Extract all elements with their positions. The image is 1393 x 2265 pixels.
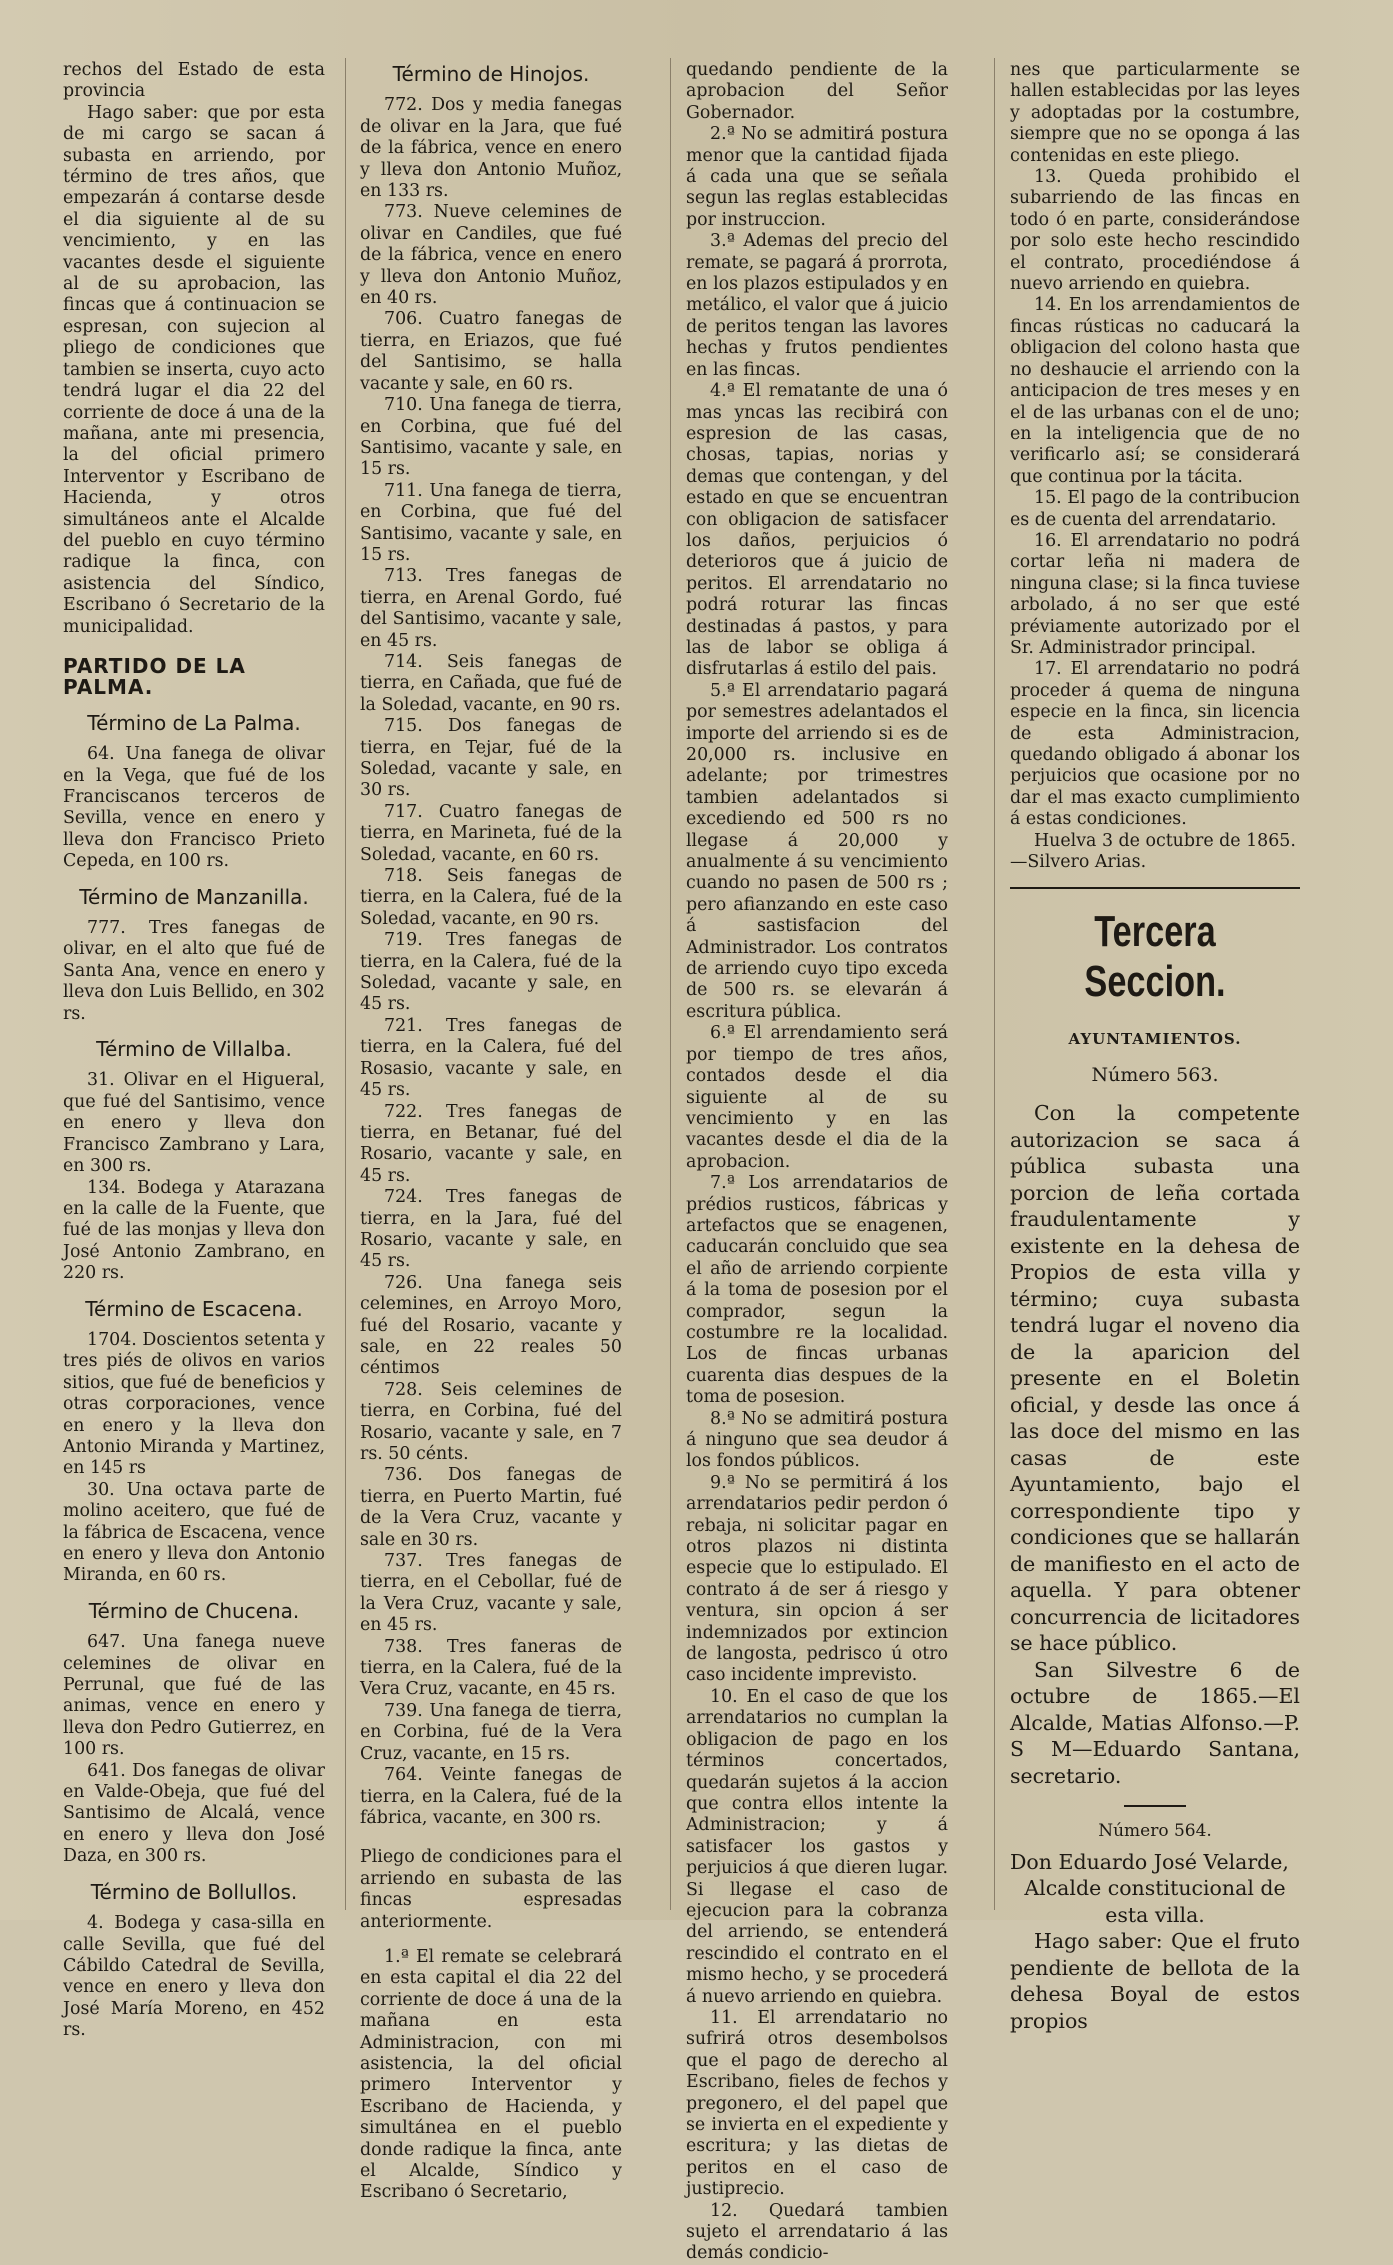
place-date: Huelva 3 de octubre de 1865. [1034,830,1296,851]
condition-paragraph: 10. En el caso de que los arrendatarios no cumplan la obligacion de pago en los términos concertados, quedarán sujetos á la accion que contra ellos intente la Administracion; y á satisfacer los gastos y perjuicios á que dieren lugar. Si llegase el caso de ejecucion para la cobranza del arriendo, se entenderá rescindido el contrato en el mismo hecho, y se procederá á nuevo arriendo en quiebra. [686,1686,948,2007]
condition-paragraph: 14. En los arrendamientos de fincas rústicas no caducará la obligacion del colono hasta que no deshaucie el arriendo con la anticipacion de tres meses y en el de las urbanas con el de uno; en la inteligencia que de no verificarlo así; se considerará que continua por la tácita. [1010,295,1300,487]
list-item: 4. Bodega y casa-silla en calle Sevilla, que fué del Cábildo Catedral de Sevilla, vence en enero y lleva don José María Moreno, en 452 rs. [63,1913,325,2041]
signature: —Silvero Arias. [1010,852,1147,873]
notice-number: Número 563. [1091,1063,1219,1086]
hago-saber-paragraph: Hago saber: que por esta de mi cargo se sacan á subasta en arriendo, por término de tres años, que empezarán á contarse desde el dia siguiente al de su vencimiento, y en las vacantes desde el siguiente al de su aprobacion, las fincas que á continuacion se espresan, con sujecion al pliego de condiciones que tambien se inserta, cuyo acto tendrá lugar el dia 22 del corriente de doce á una de la mañana, ante mi presencia, la del oficial primero Interventor y Escribano de Hacienda, y otros simultáneos ante el Alcalde del pueblo en cuyo término radique la finca, con asistencia del Síndico, Escribano ó Secretario de la municipalidad. [63,102,325,637]
divider [1124,1805,1186,1807]
list-item: 715. Dos fanegas de tierra, en Tejar, fué de la Soledad, vacante y sale, en 30 rs. [360,716,622,801]
condition-paragraph: 12. Quedará tambien sujeto el arrendatario á las demás condicio- [686,2200,948,2264]
condition-paragraph: 13. Queda prohibido el subarriendo de las fincas en todo ó en parte, considerándose por solo este hecho rescindido el contrato, procediéndose á nuevo arriendo en quiebra. [1010,167,1300,295]
list-item: 647. Una fanega nueve celemines de olivar en Perrunal, que fué de las animas, vence en enero y lleva don Pedro Gutierrez, en 100 rs. [63,1632,325,1760]
column-4 [1010,60,1300,2034]
notice-text: Hago saber: Que el fruto pendiente de bellota de la dehesa Boyal de estos propios [1010,1929,1300,2033]
section-heading: Término de La Palma. [87,710,301,735]
section-title: Tercera Seccion. [1084,907,1226,1007]
list-item: 736. Dos fanegas de tierra, en Puerto Martin, fué de la Vera Cruz, vacante y sale en 30 rs. [360,1465,622,1550]
list-item: 726. Una fanega seis celemines, en Arroyo Moro, fué del Rosario, vacante y sale, en 22 reales 50 céntimos [360,1272,622,1379]
list-item: 64. Una fanega de olivar en la Vega, que fué de los Franciscanos terceros de Sevilla, vence en enero y lleva don Francisco Prieto Cepeda, en 100 rs. [63,744,325,872]
notice-signature: San Silvestre 6 de octubre de 1865.—El Alcalde, Matias Alfonso.—P. S M—Eduardo Santana, secretario. [1010,1657,1300,1788]
condition-paragraph: 2.ª No se admitirá postura menor que la cantidad fijada á cada una que se señala segun las reglas establecidas por instruccion. [686,124,948,230]
condition-paragraph: 7.ª Los arrendatarios de prédios rusticos, fábricas y artefactos que se enagenen, caducarán concluido que sea el año de arriendo corpiente á la toma de posesion por el comprador, segun la costumbre re la localidad. Los de fincas urbanas cuarenta dias despues de la toma de posesion. [686,1173,948,1408]
list-item: 714. Seis fanegas de tierra, en Cañada, que fué de la Soledad, vacante, en 90 rs. [360,651,622,715]
list-item: 31. Olivar en el Higueral, que fué del Santisimo, vence en enero y lleva don Francisco Zambrano y Lara, en 300 rs. [63,1070,325,1177]
list-item: 772. Dos y media fanegas de olivar en la Jara, que fué de la fábrica, vence en enero y lleva don Antonio Muñoz, en 133 rs. [360,95,622,202]
list-item: 773. Nueve celemines de olivar en Candiles, que fué de la fábrica, vence en enero y lleva don Antonio Muñoz, en 40 rs. [360,202,622,309]
condition-paragraph: quedando pendiente de la aprobacion del Señor Gobernador. [686,60,948,123]
condition-paragraph: 15. El pago de la contribucion es de cuenta del arrendatario. [1010,488,1300,530]
list-item: 737. Tres fanegas de tierra, en el Cebollar, fué de la Vera Cruz, vacante y sale, en 45 rs. [360,1551,622,1636]
section-heading: Término de Escacena. [85,1296,303,1321]
notice-number: Número 564. [1098,1821,1212,1842]
list-item: 719. Tres fanegas de tierra, en la Calera, fué de la Soledad, vacante y sale, en 45 rs. [360,930,622,1015]
section-heading: Término de Manzanilla. [79,884,309,909]
list-item: 728. Seis celemines de tierra, en Corbina, fué del Rosario, vacante y sale, en 7 rs. 50 cénts. [360,1379,622,1464]
section-heading: Término de Villalba. [96,1037,292,1062]
column-3 [686,60,948,2265]
condition-paragraph: 11. El arrendatario no sufrirá otros desembolsos que el pago de derecho al Escribano, fieles de fechos y pregonero, el del papel que se invierta en el expediente y escritura; y las dietas de peritos en el caso de justiprecio. [686,2007,948,2200]
list-item: 30. Una octava parte de molino aceitero, que fué de la fábrica de Escacena, vence en enero y lleva don Antonio Miranda, en 60 rs. [63,1479,325,1586]
list-item: 713. Tres fanegas de tierra, en Arenal Gordo, fué del Santisimo, vacante y sale, en 45 rs. [360,566,622,651]
list-item: 721. Tres fanegas de tierra, en la Calera, fué del Rosasio, vacante y sale, en 45 rs. [360,1015,622,1101]
condition-paragraph: 5.ª El arrendatario pagará por semestres adelantados el importe del arriendo si es de 20,000 rs. inclusive en adelante; por trimestres tambien adelantados si excediendo ed 500 rs no llegase á 20,000 y anualmente á su vencimiento cuando no pasen de 500 rs ; pero afianzando en este caso á sastisfacion del Administrador. Los contratos de arriendo cuyo tipo exceda de 500 rs. se elevarán á escritura pública. [686,680,948,1022]
list-item: 764. Veinte fanegas de tierra, en la Calera, fué de la fábrica, vacante, en 300 rs. [360,1765,622,1828]
condition-paragraph: 6.ª El arrendamiento será por tiempo de tres años, contados desde el dia siguiente al de su vencimiento y en las vacantes desde el dia de la aprobacion. [686,1023,948,1172]
list-item: 710. Una fanega de tierra, en Corbina, que fué del Santisimo, vacante y sale, en 15 rs. [360,395,622,480]
list-item: 706. Cuatro fanegas de tierra, en Eriazos, que fué del Santisimo, se halla vacante y sale, en 60 rs. [360,309,622,394]
section-heading: Término de Bollullos. [90,1879,298,1904]
list-item: 718. Seis fanegas de tierra, en la Calera, fué de la Soledad, vacante, en 90 rs. [360,866,622,929]
condition-paragraph: 9.ª No se permitirá á los arrendatarios pedir perdon ó rebaja, ni solicitar pagar en otros plazos ni distinta especie que lo estipulado. El contrato á de ser á riesgo y ventura, sin opcion á ser indemnizados por extincion de langosta, pedrisco ú otro caso incidente imprevisto. [686,1472,948,1686]
column-1 [63,60,325,2042]
list-item: 717. Cuatro fanegas de tierra, en Marineta, fué de la Soledad, vacante, en 60 rs. [360,801,622,865]
list-item: 711. Una fanega de tierra, en Corbina, que fué del Santisimo, vacante y sale, en 15 rs. [360,480,622,565]
subsection-heading: AYUNTAMIENTOS. [1068,1030,1242,1049]
list-item: 739. Una fanega de tierra, en Corbina, fué de la Vera Cruz, vacante, en 15 rs. [360,1700,622,1764]
condition-paragraph: 3.ª Ademas del precio del remate, se pagará á prorrota, en los plazos estipulados y en metálico, el valor que á juicio de peritos tengan las lavores hechas y frutos pendientes en las fincas. [686,231,948,380]
condition-paragraph: nes que particularmente se hallen establecidas por las leyes y adoptadas por la costumbre, siempre que no se oponga á las contenidas en este pliego. [1010,60,1300,166]
section-divider [1010,887,1300,889]
column-rule [345,58,346,1910]
intro-tail: rechos del Estado de esta provincia [63,60,325,102]
list-item: 641. Dos fanegas de olivar en Valde-Obeja, que fué del Santisimo de Alcalá, vence en enero y lleva don José Daza, en 300 rs. [63,1760,325,1867]
condition-paragraph: 16. El arrendatario no podrá cortar leña ni madera de ninguna clase; si la finca tuviese arbolado, á no ser que esté préviamente autorizado por el Sr. Administrador principal. [1010,530,1300,658]
list-item: 134. Bodega y Atarazana en la calle de la Fuente, que fué de las monjas y lleva don José Antonio Zambrano, en 220 rs. [63,1177,325,1284]
section-heading: Término de Chucena. [88,1598,300,1623]
column-rule [994,58,995,1910]
condition-paragraph: 17. El arrendatario no podrá proceder á quema de ninguna especie en la finca, sin licencia de esta Administracion, quedando obligado á abonar los perjuicios que ocasione por no dar el mas exacto cumplimiento á estas condiciones. [1010,659,1300,830]
partido-heading: PARTIDO DE LA PALMA. [63,653,246,700]
condition-paragraph: 1.ª El remate se celebrará en esta capital el dia 22 del corriente de doce á una de la mañana en esta Administracion, con mi asistencia, la del oficial primero Interventor y Escribano de Hacienda, y simultánea en el pueblo donde radique la finca, ante el Alcalde, Síndico y Escribano ó Secretario, [360,1946,622,2203]
condition-paragraph: 8.ª No se admitirá postura á ninguno que sea deudor á los fondos públicos. [686,1408,948,1472]
condition-paragraph: 4.ª El rematante de una ó mas yncas las recibirá con espresion de las casas, chosas, tapias, norias y demas que contengan, y del estado en que se encuentran con obligacion de satisfacer los daños, perjuicios ó deterioros que á juicio de peritos. El arrendatario no podrá roturar las fincas destinadas á pastos, y para las de labor se obliga á disfrutarlas á estilo del pais. [686,381,948,680]
list-item: 777. Tres fanegas de olivar, en el alto que fué de Santa Ana, vence en enero y lleva don Luis Bellido, en 302 rs. [63,918,325,1024]
column-rule [670,58,671,1910]
notice-role: Alcalde constitucional de esta villa. [1024,1876,1286,1927]
section-heading: Término de Hinojos. [392,62,590,86]
list-item: 738. Tres faneras de tierra, en la Calera, fué de la Vera Cruz, vacante, en 45 rs. [360,1636,622,1700]
list-item: 1704. Doscientos setenta y tres piés de olivos en varios sitios, que fué de beneficios y otras corporaciones, vence en enero y la lleva don Antonio Miranda y Martinez, en 145 rs [63,1329,325,1479]
list-item: 722. Tres fanegas de tierra, en Betanar, fué del Rosario, vacante y sale, en 45 rs. [360,1101,622,1186]
notice-name: Don Eduardo José Velarde, [1010,1849,1289,1874]
column-2 [360,60,622,2204]
list-item: 724. Tres fanegas de tierra, en la Jara, fué del Rosario, vacante y sale, en 45 rs. [360,1187,622,1272]
notice-text: Con la competente autorizacion se saca á pública subasta una porcion de leña cortada fraudulentamente y existente en la dehesa de Propios de esta villa y término; cuya subasta tendrá lugar el noveno dia de la aparicion del presente en el Boletin oficial, y desde las once á las doce del mismo en las casas de este Ayuntamiento, bajo el correspondiente tipo y condiciones que se hallarán de manifiesto en el acto de aquella. Y para obtener concurrencia de licitadores se hace público. [1010,1101,1300,1656]
pliego-heading: Pliego de condiciones para el arriendo en subasta de las fincas espresadas anteriormente. [360,1847,622,1932]
